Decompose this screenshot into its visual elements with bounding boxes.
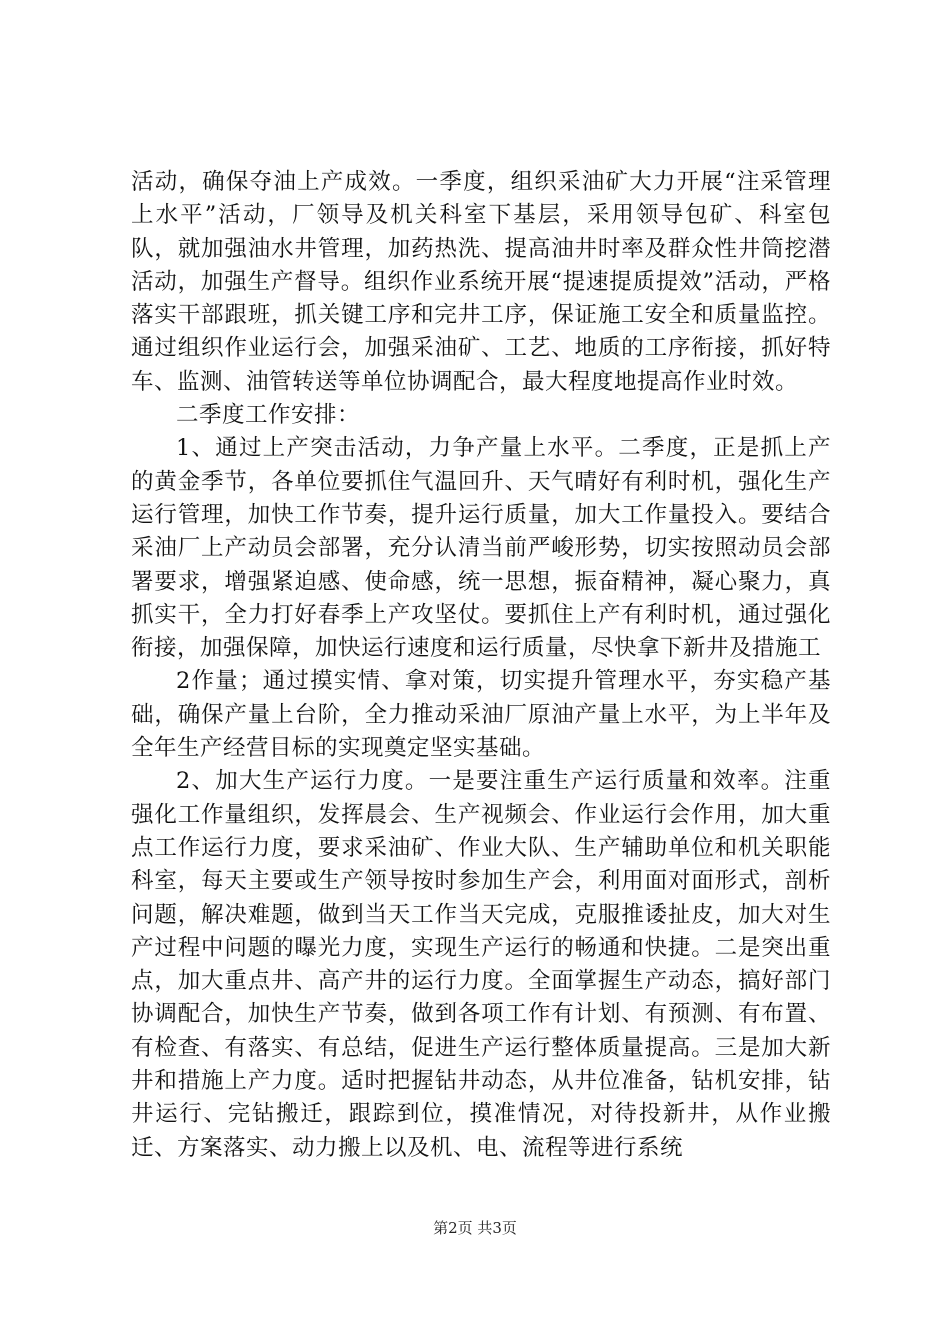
paragraph-item-1: 1、通过上产突击活动，力争产量上水平。二季度，正是抓上产的黄金季节，各单位要抓住气温回升、天气晴好有利时机，强化生产运行管理，加快工作节奏，提升运行质量，加大工作量投入。要结合采油厂上产动员会部署，充分认清当前严峻形势，切实按照动员会部署要求，增强紧迫感、使命感，统一思想，振奋精神，凝心聚力，真抓实干，全力打好春季上产攻坚仗。要抓住上产有利时机，通过强化衔接，加强保障，加快运行速度和运行质量，尽快拿下新井及措施工 xyxy=(131,435,831,662)
paragraph-1: 活动，确保夺油上产成效。一季度，组织采油矿大力开展“注采管理上水平”活动，厂领导及机关科室下基层，采用领导包矿、科室包队，就加强油水井管理，加药热洗、提高油井时率及群众性井筒挖潜活动，加强生产督导。组织作业系统开展“提速提质提效”活动，严格落实干部跟班，抓关键工序和完井工序，保证施工安全和质量监控。通过组织作业运行会，加强采油矿、工艺、地质的工序衔接，抓好特车、监测、油管转送等单位协调配合，最大程度地提高作业时效。 xyxy=(131,169,831,395)
page-footer: 第2页 共3页 xyxy=(433,1219,517,1237)
section-heading-q2: 二季度工作安排： xyxy=(176,402,361,429)
paragraph-item-2: 2、加大生产运行力度。一是要注重生产运行质量和效率。注重强化工作量组织，发挥晨会、生产视频会、作业运行会作用，加大重点工作运行力度，要求采油矿、作业大队、生产辅助单位和机关职能科室，每天主要或生产领导按时参加生产会，利用面对面形式，剖析问题，解决难题，做到当天工作当天完成，克服推诿扯皮，加大对生产过程中问题的曝光力度，实现生产运行的畅通和快捷。二是突出重点，加大重点井、高产井的运行力度。全面掌握生产动态，搞好部门协调配合，加快生产节奏，做到各项工作有计划、有预测、有布置、有检查、有落实、有总结，促进生产运行整体质量提高。三是加大新井和措施上产力度。适时把握钻井动态，从井位准备，钻机安排，钻井运行、完钻搬迁，跟踪到位，摸准情况，对待投新井，从作业搬迁、方案落实、动力搬上以及机、电、流程等进行系统 xyxy=(131,768,831,1161)
paragraph-item-1-continued: 2作量；通过摸实情、拿对策，切实提升管理水平，夯实稳产基础，确保产量上台阶，全力推动采油厂原油产量上水平，为上半年及全年生产经营目标的实现奠定坚实基础。 xyxy=(131,668,831,762)
document-body xyxy=(131,166,831,1165)
